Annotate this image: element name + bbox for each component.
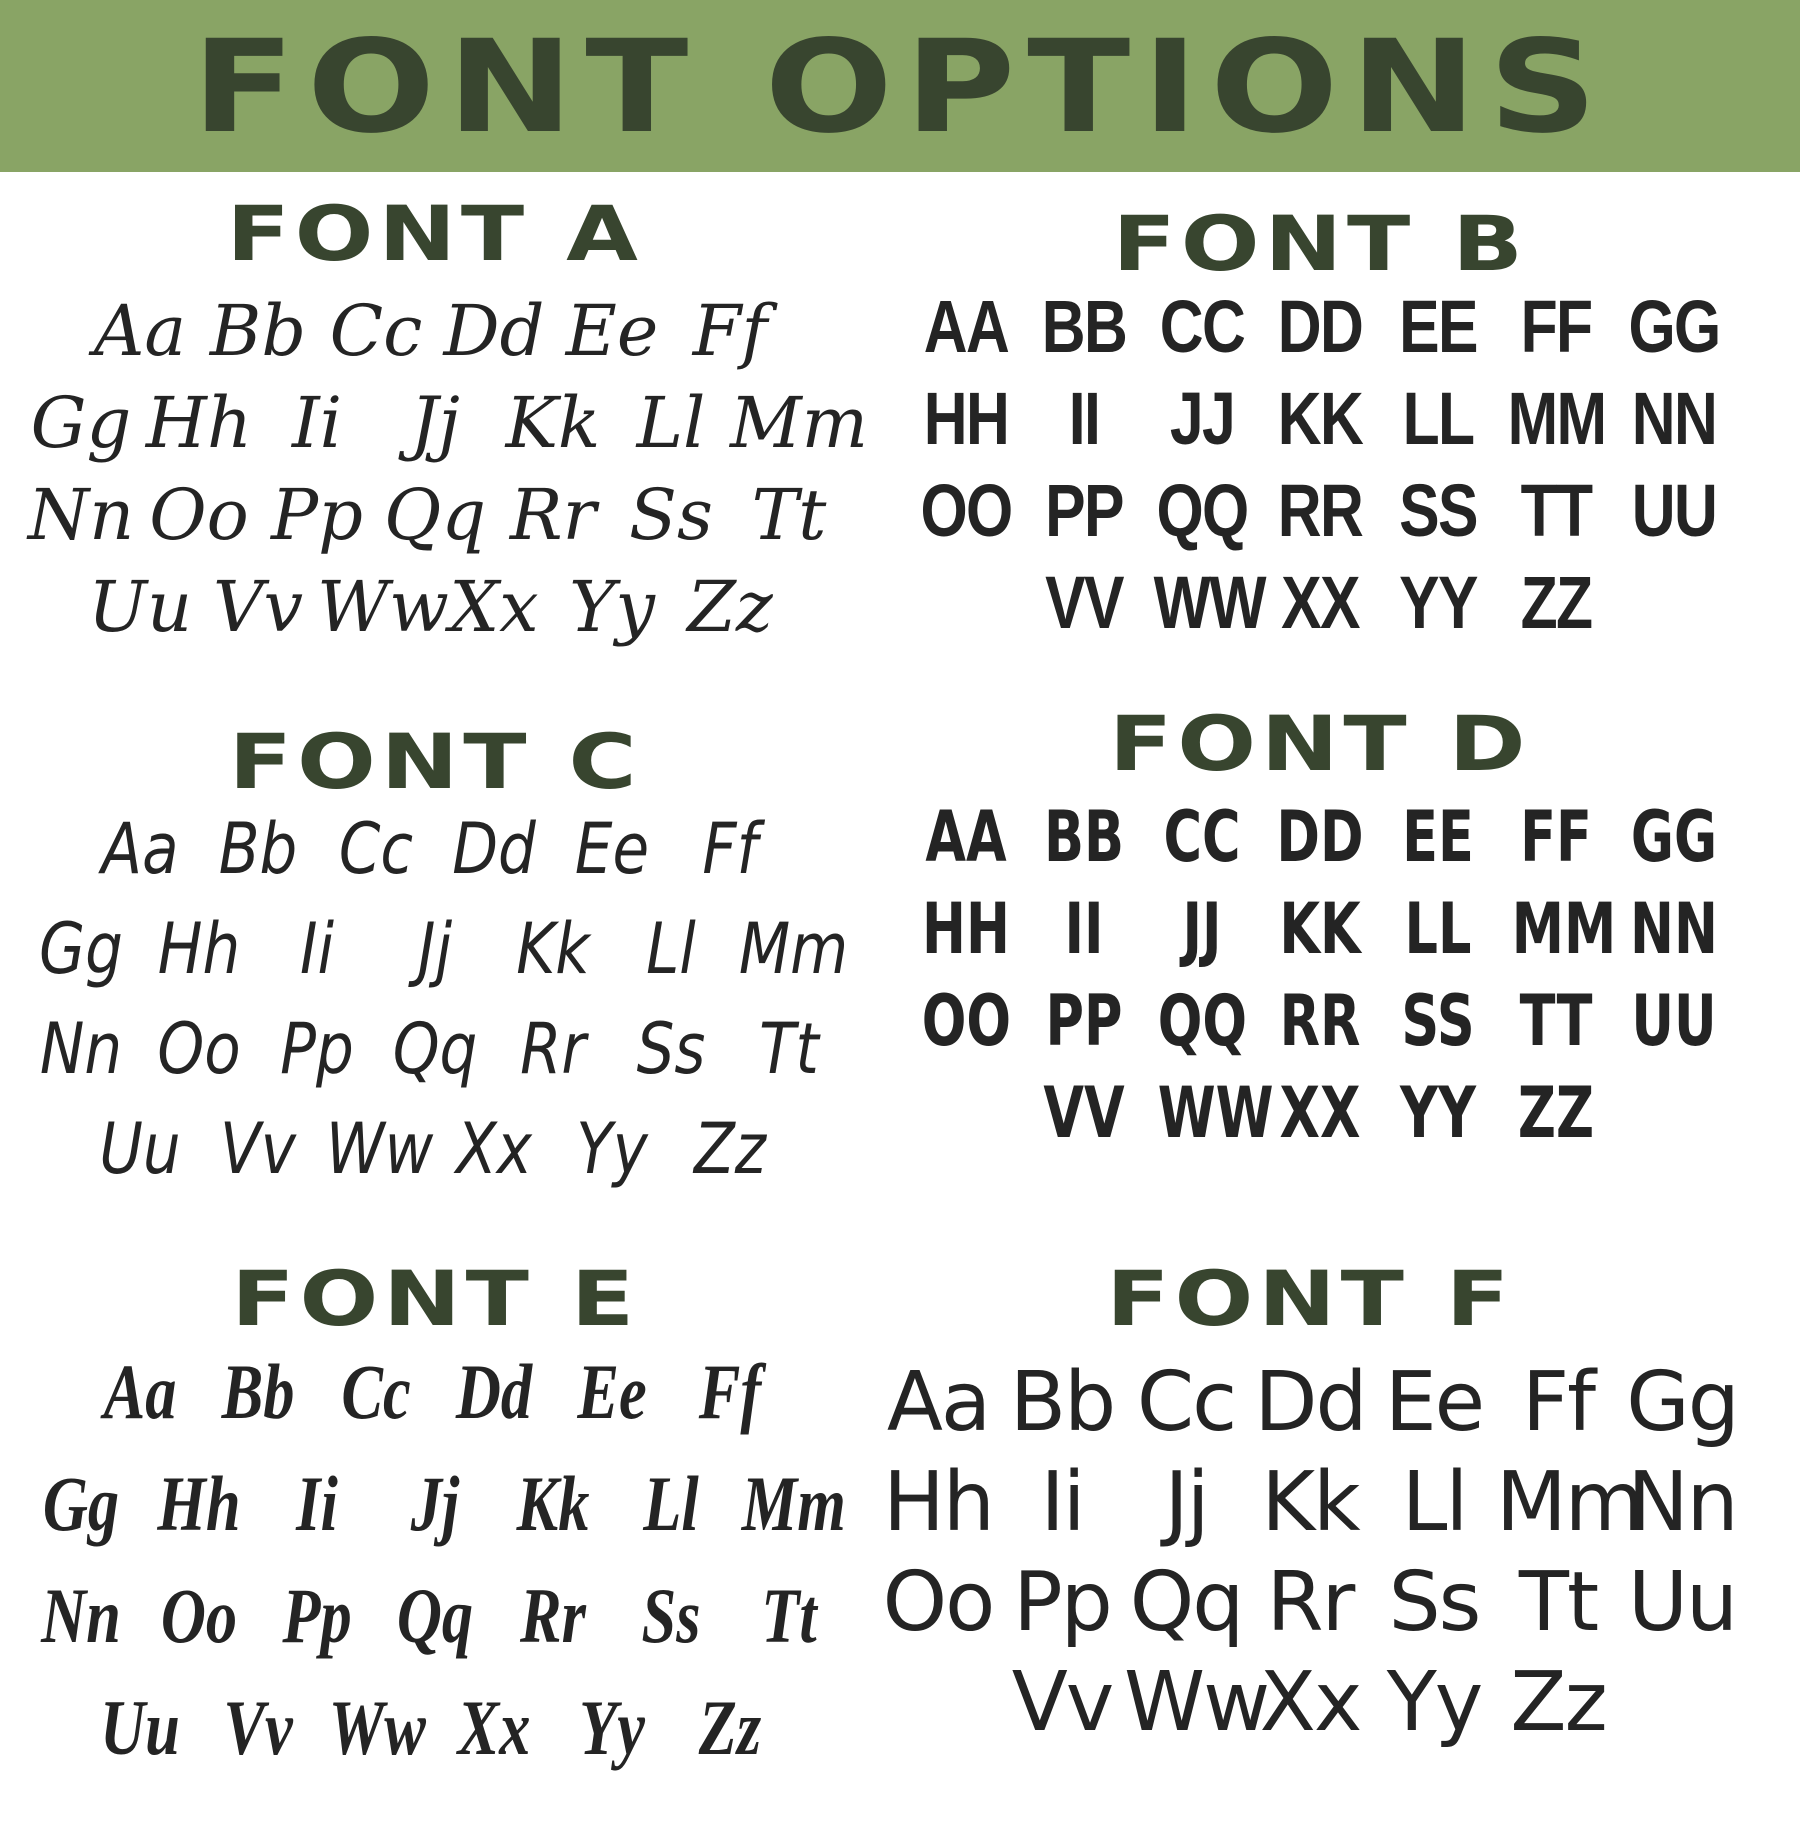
font-c-row (20, 1008, 850, 1108)
letter-pair: XX (1281, 561, 1359, 644)
page-title: FONT OPTIONS (191, 13, 1609, 162)
letter-pair: NN (1631, 377, 1717, 460)
letter-pair: Ee (577, 1348, 647, 1435)
letter-pair: SS (1401, 980, 1475, 1062)
letter-pair: FF (1520, 285, 1592, 368)
letter-pair: AA (925, 796, 1007, 878)
letter-pair: Nn (39, 1008, 123, 1090)
letter-pair: Ww (317, 566, 449, 648)
font-c-panel (20, 718, 850, 1218)
letter-pair: HH (923, 377, 1009, 460)
font-a-row (20, 290, 850, 382)
letter-pair: PP (1045, 469, 1123, 552)
letter-pair: Bb (218, 808, 298, 890)
letter-pair: Ii (291, 382, 343, 464)
letter-pair: Ff (692, 290, 768, 372)
font-d-panel (890, 700, 1750, 1180)
letter-pair: Tt (751, 474, 827, 556)
font-b-row (890, 560, 1750, 652)
letter-pair: Rr (520, 1008, 586, 1090)
letter-pair: Rr (509, 474, 597, 556)
letter-pair: Dd (443, 290, 545, 372)
letter-pair: NN (1630, 888, 1718, 970)
font-a-panel (20, 189, 869, 710)
letter-pair: KK (1277, 377, 1363, 460)
letter-pair: UU (1631, 469, 1717, 552)
letter-pair: DD (1276, 796, 1364, 878)
letter-pair: Qq (392, 1008, 478, 1090)
letter-pair: Gg (30, 382, 132, 464)
letter-pair: VV (1043, 1072, 1125, 1154)
font-b-panel (890, 200, 1750, 650)
letter-pair: Dd (455, 1348, 533, 1435)
letter-pair: Rr (520, 1572, 586, 1659)
letter-pair: Kk (505, 382, 601, 464)
letter-pair: Ss (1388, 1555, 1480, 1650)
letter-pair: QQ (1157, 980, 1248, 1062)
letter-pair: DD (1277, 285, 1363, 368)
letter-pair: Zz (687, 566, 773, 648)
letter-pair: Hh (157, 908, 241, 990)
letter-pair: Pp (280, 1008, 354, 1090)
letter-pair: Ww (328, 1684, 426, 1771)
letter-pair: Ss (636, 1008, 706, 1090)
letter-pair: WW (1153, 561, 1265, 644)
letter-pair: Jj (410, 1460, 460, 1547)
letter-pair: Vv (223, 1684, 293, 1771)
font-d-alphabet (890, 796, 1750, 1164)
font-e-row (20, 1571, 850, 1683)
font-f-row (860, 1655, 1760, 1755)
letter-pair: Yy (1386, 1655, 1482, 1750)
letter-pair: Jj (410, 382, 460, 464)
font-e-row (20, 1683, 850, 1795)
letter-pair: Rr (1266, 1555, 1354, 1650)
letter-pair: YY (1399, 1072, 1477, 1154)
font-b-row (890, 284, 1750, 376)
letter-pair: GG (1628, 285, 1720, 368)
letter-pair: Ll (1401, 1455, 1467, 1550)
letter-pair: Mm (741, 1460, 846, 1547)
letter-pair: Uu (100, 1684, 180, 1771)
letter-pair: Uu (87, 566, 193, 648)
letter-pair: Uu (99, 1108, 181, 1190)
font-c-row (20, 908, 850, 1008)
letter-pair: Qq (1129, 1555, 1243, 1650)
letter-pair: KK (1279, 888, 1361, 970)
letter-pair: SS (1399, 469, 1477, 552)
letter-pair: Aa (101, 808, 179, 890)
letter-pair: Qq (396, 1572, 474, 1659)
font-f-alphabet (860, 1355, 1760, 1755)
letter-pair: Ii (299, 908, 335, 990)
letter-pair: LL (1402, 377, 1474, 460)
letter-pair: Tt (759, 1008, 819, 1090)
letter-pair: UU (1631, 980, 1717, 1062)
font-b-row (890, 376, 1750, 468)
font-c-row (20, 808, 850, 908)
letter-pair: Oo (882, 1555, 994, 1650)
letter-pair: CC (1159, 285, 1245, 368)
letter-pair: TT (1520, 469, 1592, 552)
letter-pair: Ff (1521, 1355, 1595, 1450)
letter-pair: Pp (1013, 1555, 1111, 1650)
letter-pair: Yy (576, 1108, 648, 1190)
letter-pair: Aa (886, 1355, 990, 1450)
letter-pair: Mm (738, 908, 849, 990)
font-d-heading: FONT D (1109, 699, 1531, 788)
letter-pair: QQ (1156, 469, 1248, 552)
font-c-row (20, 1108, 850, 1208)
letter-pair: Vv (212, 566, 304, 648)
letter-pair: Ss (641, 1572, 701, 1659)
letter-pair: Qq (383, 474, 487, 556)
font-c-heading: FONT C (228, 717, 642, 806)
font-f-row (860, 1355, 1760, 1455)
letter-pair: Nn (41, 1572, 121, 1659)
letter-pair: Oo (157, 1008, 241, 1090)
font-a-row (20, 474, 850, 566)
letter-pair: Dd (1254, 1355, 1366, 1450)
letter-pair: BB (1041, 285, 1127, 368)
letter-pair: Yy (569, 566, 655, 648)
header-banner (0, 0, 1800, 172)
letter-pair: Ii (296, 1460, 338, 1547)
letter-pair: OO (921, 980, 1012, 1062)
letter-pair: Zz (693, 1108, 766, 1190)
letter-pair: Pp (271, 474, 363, 556)
letter-pair: FF (1520, 796, 1592, 878)
letter-pair: Nn (27, 474, 135, 556)
letter-pair: Ww (1124, 1655, 1269, 1750)
letter-pair: Gg (39, 908, 123, 990)
font-a-alphabet (20, 290, 869, 658)
letter-pair: Ii (1040, 1455, 1084, 1550)
letter-pair: Cc (341, 1348, 411, 1435)
font-e-heading: FONT E (231, 1254, 639, 1343)
letter-pair: Ll (636, 382, 706, 464)
font-d-row (890, 796, 1750, 888)
font-f-row (860, 1555, 1760, 1655)
letter-pair: Tt (1518, 1555, 1598, 1650)
letter-pair: Zz (698, 1684, 762, 1771)
letter-pair: Gg (1626, 1355, 1738, 1450)
letter-pair: Bb (1009, 1355, 1115, 1450)
letter-pair: Hh (157, 1460, 241, 1547)
letter-pair: Pp (282, 1572, 352, 1659)
letter-pair: PP (1045, 980, 1123, 1062)
font-d-row (890, 980, 1750, 1072)
letter-pair: WW (1157, 1072, 1274, 1154)
letter-pair: Xx (456, 1108, 532, 1190)
letter-pair: TT (1519, 980, 1593, 1062)
letter-pair: ZZ (1517, 1072, 1595, 1154)
font-f-row (860, 1455, 1760, 1555)
font-a-heading: FONT A (226, 189, 644, 278)
letter-pair: LL (1404, 888, 1472, 970)
letter-pair: Cc (338, 808, 414, 890)
letter-pair: Oo (160, 1572, 238, 1659)
font-e-row (20, 1347, 850, 1459)
letter-pair: MM (1511, 888, 1617, 970)
letter-pair: EE (1399, 285, 1477, 368)
letter-pair: Ee (1384, 1355, 1484, 1450)
letter-pair: Zz (1510, 1655, 1606, 1750)
letter-pair: Cc (329, 290, 423, 372)
letter-pair: Jj (1164, 1455, 1208, 1550)
letter-pair: Uu (1628, 1555, 1736, 1650)
letter-pair: Xx (1259, 1655, 1361, 1750)
letter-pair: HH (922, 888, 1010, 970)
letter-pair: Xx (457, 1684, 531, 1771)
letter-pair: Ss (629, 474, 713, 556)
letter-pair: VV (1045, 561, 1123, 644)
letter-pair: Ll (646, 908, 696, 990)
letter-pair: Nn (1627, 1455, 1737, 1550)
letter-pair: Bb (209, 290, 307, 372)
letter-pair: Mm (1496, 1455, 1643, 1550)
letter-pair: Kk (516, 1460, 590, 1547)
letter-pair: Ee (574, 808, 650, 890)
letter-pair: Hh (145, 382, 253, 464)
font-e-alphabet (20, 1347, 850, 1795)
letter-pair: YY (1399, 561, 1477, 644)
letter-pair: JJ (1182, 888, 1222, 970)
letter-pair: OO (920, 469, 1012, 552)
letter-pair: MM (1507, 377, 1606, 460)
letter-pair: Vv (220, 1108, 296, 1190)
letter-pair: Ff (702, 808, 758, 890)
font-e-panel (20, 1255, 850, 1825)
letter-pair: XX (1279, 1072, 1361, 1154)
letter-pair: Aa (103, 1348, 177, 1435)
letter-pair: JJ (1169, 377, 1235, 460)
font-d-row (890, 888, 1750, 980)
font-e-row (20, 1459, 850, 1571)
letter-pair: Ww (325, 1108, 434, 1190)
font-b-alphabet (890, 284, 1750, 652)
letter-pair: Gg (42, 1460, 120, 1547)
letter-pair: Yy (579, 1684, 645, 1771)
letter-pair: Bb (221, 1348, 295, 1435)
letter-pair: Vv (1011, 1655, 1113, 1750)
letter-pair: Ff (698, 1348, 762, 1435)
font-f-heading: FONT F (1106, 1254, 1514, 1343)
font-d-row (890, 1072, 1750, 1164)
letter-pair: Cc (1136, 1355, 1236, 1450)
letter-pair: ZZ (1520, 561, 1592, 644)
letter-pair: BB (1043, 796, 1125, 878)
font-b-heading: FONT B (1112, 199, 1528, 288)
letter-pair: Jj (417, 908, 453, 990)
letter-pair: Kk (516, 908, 590, 990)
letter-pair: Tt (761, 1572, 817, 1659)
letter-pair: RR (1279, 980, 1361, 1062)
font-f-panel (860, 1255, 1760, 1775)
letter-pair: Kk (1261, 1455, 1359, 1550)
font-c-alphabet (20, 808, 850, 1208)
letter-pair: Aa (93, 290, 187, 372)
letter-pair: Mm (730, 382, 869, 464)
font-b-row (890, 468, 1750, 560)
letter-pair: Oo (149, 474, 249, 556)
letter-pair: CC (1163, 796, 1241, 878)
letter-pair: Xx (449, 566, 539, 648)
font-a-row (20, 566, 850, 658)
letter-pair: GG (1630, 796, 1718, 878)
letter-pair: Ll (643, 1460, 699, 1547)
letter-pair: AA (923, 285, 1009, 368)
letter-pair: II (1064, 888, 1104, 970)
letter-pair: II (1068, 377, 1100, 460)
letter-pair: Dd (452, 808, 536, 890)
letter-pair: EE (1402, 796, 1474, 878)
letter-pair: Ee (565, 290, 659, 372)
letter-pair: Hh (883, 1455, 993, 1550)
font-a-row (20, 382, 869, 474)
letter-pair: RR (1277, 469, 1363, 552)
